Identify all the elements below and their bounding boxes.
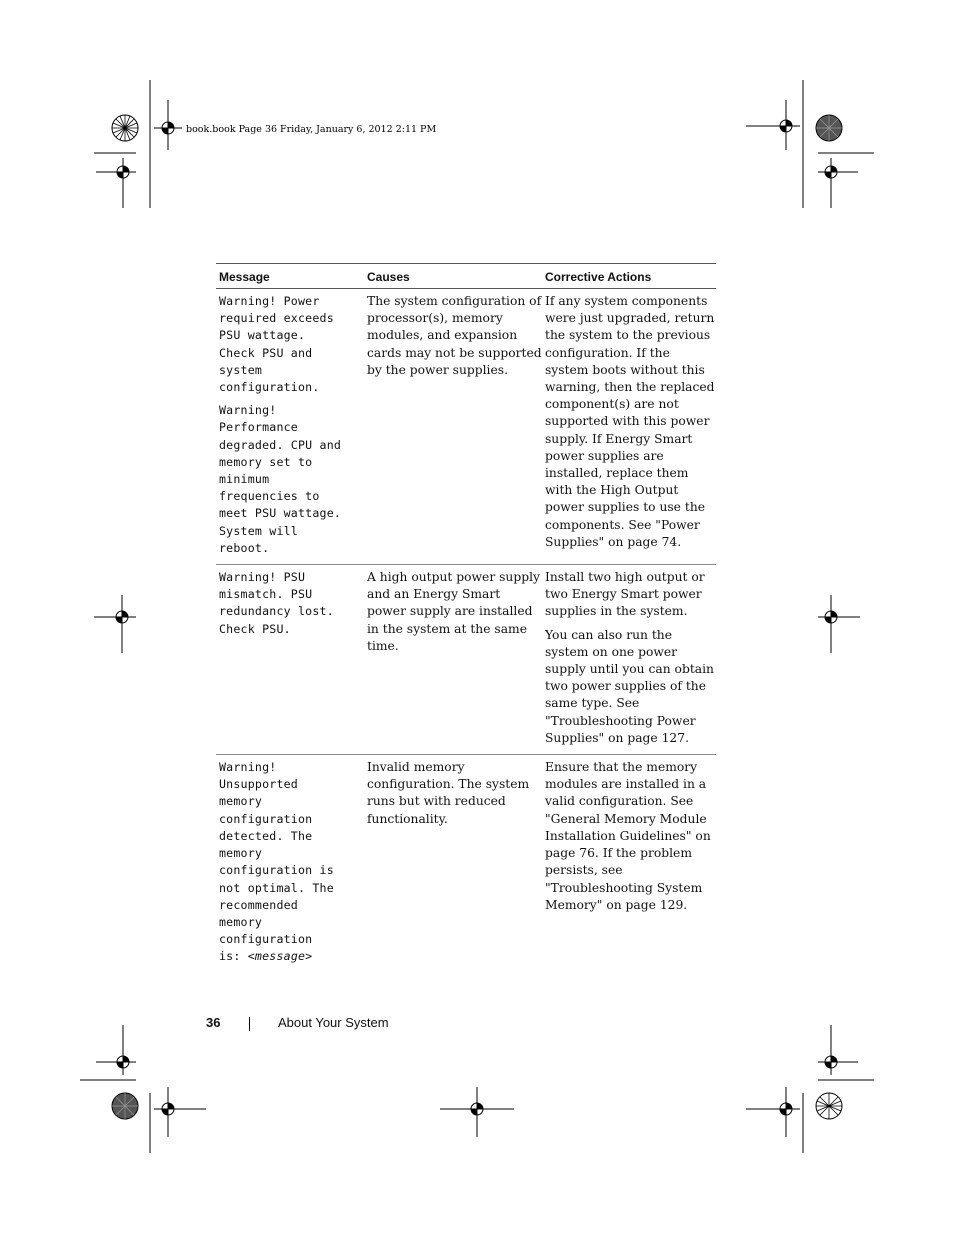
message-table <box>216 263 716 973</box>
message-text: Warning! Power required exceeds PSU wattage. Check PSU and system configuration. <box>219 294 334 395</box>
column-header-causes: Causes <box>367 269 410 284</box>
footer-divider <box>249 1017 250 1031</box>
message-cell <box>216 755 364 972</box>
message-cell <box>216 289 364 564</box>
action-text: You can also run the system on one power supply until you can obtain two power supplies of the same type. See "Troubleshooting Power Supplies" on page 127. <box>545 627 714 745</box>
section-title: About Your System <box>278 1015 389 1030</box>
registration-mark-bottom-center <box>440 1085 520 1140</box>
action-text: Install two high output or two Energy Smart power supplies in the system. <box>545 570 705 619</box>
actions-cell <box>542 755 716 972</box>
message-text: Warning! Performance degraded. CPU and memory set to minimum frequencies to meet PSU wattage. System will reboot. <box>219 403 342 555</box>
print-slug: book.book Page 36 Friday, January 6, 2012 2:11 PM <box>186 124 437 135</box>
action-text: Ensure that the memory modules are installed in a valid configuration. See "General Memory Module Installation Guidelines" on page 76. If the problem persists, see "Troubleshooting System Memory" on page 129. <box>545 760 711 912</box>
registration-mark-mid-left <box>94 595 144 655</box>
registration-mark-top-right <box>746 80 876 210</box>
message-placeholder: <message> <box>247 949 313 964</box>
message-text: Warning! PSU mismatch. PSU redundancy lost. Check PSU. <box>219 570 334 636</box>
registration-mark-bottom-right <box>746 1025 876 1155</box>
registration-mark-bottom-left <box>80 1025 210 1155</box>
causes-cell: Invalid memory configuration. The system runs but with reduced functionality. <box>367 760 530 826</box>
causes-cell: A high output power supply and an Energy Smart power supply are installed in the system at the same time. <box>367 570 540 653</box>
message-text-body: Warning! Unsupported memory configuration detected. The memory configuration is not optimal. The recommended memory configuration is: <box>219 760 334 964</box>
registration-mark-mid-right <box>812 595 862 655</box>
message-text <box>219 759 364 965</box>
actions-cell <box>542 289 716 564</box>
page-number: 36 <box>206 1015 221 1030</box>
registration-mark-top-left <box>94 80 214 210</box>
table-row <box>216 565 716 755</box>
actions-cell <box>542 565 716 754</box>
causes-cell: The system configuration of processor(s), memory modules, and expansion cards may not be supported by the power supplies. <box>367 294 542 377</box>
table-header-row <box>216 263 716 289</box>
table-row <box>216 755 716 972</box>
column-header-message: Message <box>219 269 270 284</box>
table-row <box>216 289 716 565</box>
action-text: If any system components were just upgraded, return the system to the previous configuration. If the system boots without this warning, then the replaced component(s) are not supported with this power supply. If Energy Smart power supplies are installed, replace them with the High Output power supplies to use the components. See "Power Supplies" on page 74. <box>545 294 715 549</box>
column-header-corrective-actions: Corrective Actions <box>545 269 652 284</box>
message-cell <box>216 565 364 754</box>
